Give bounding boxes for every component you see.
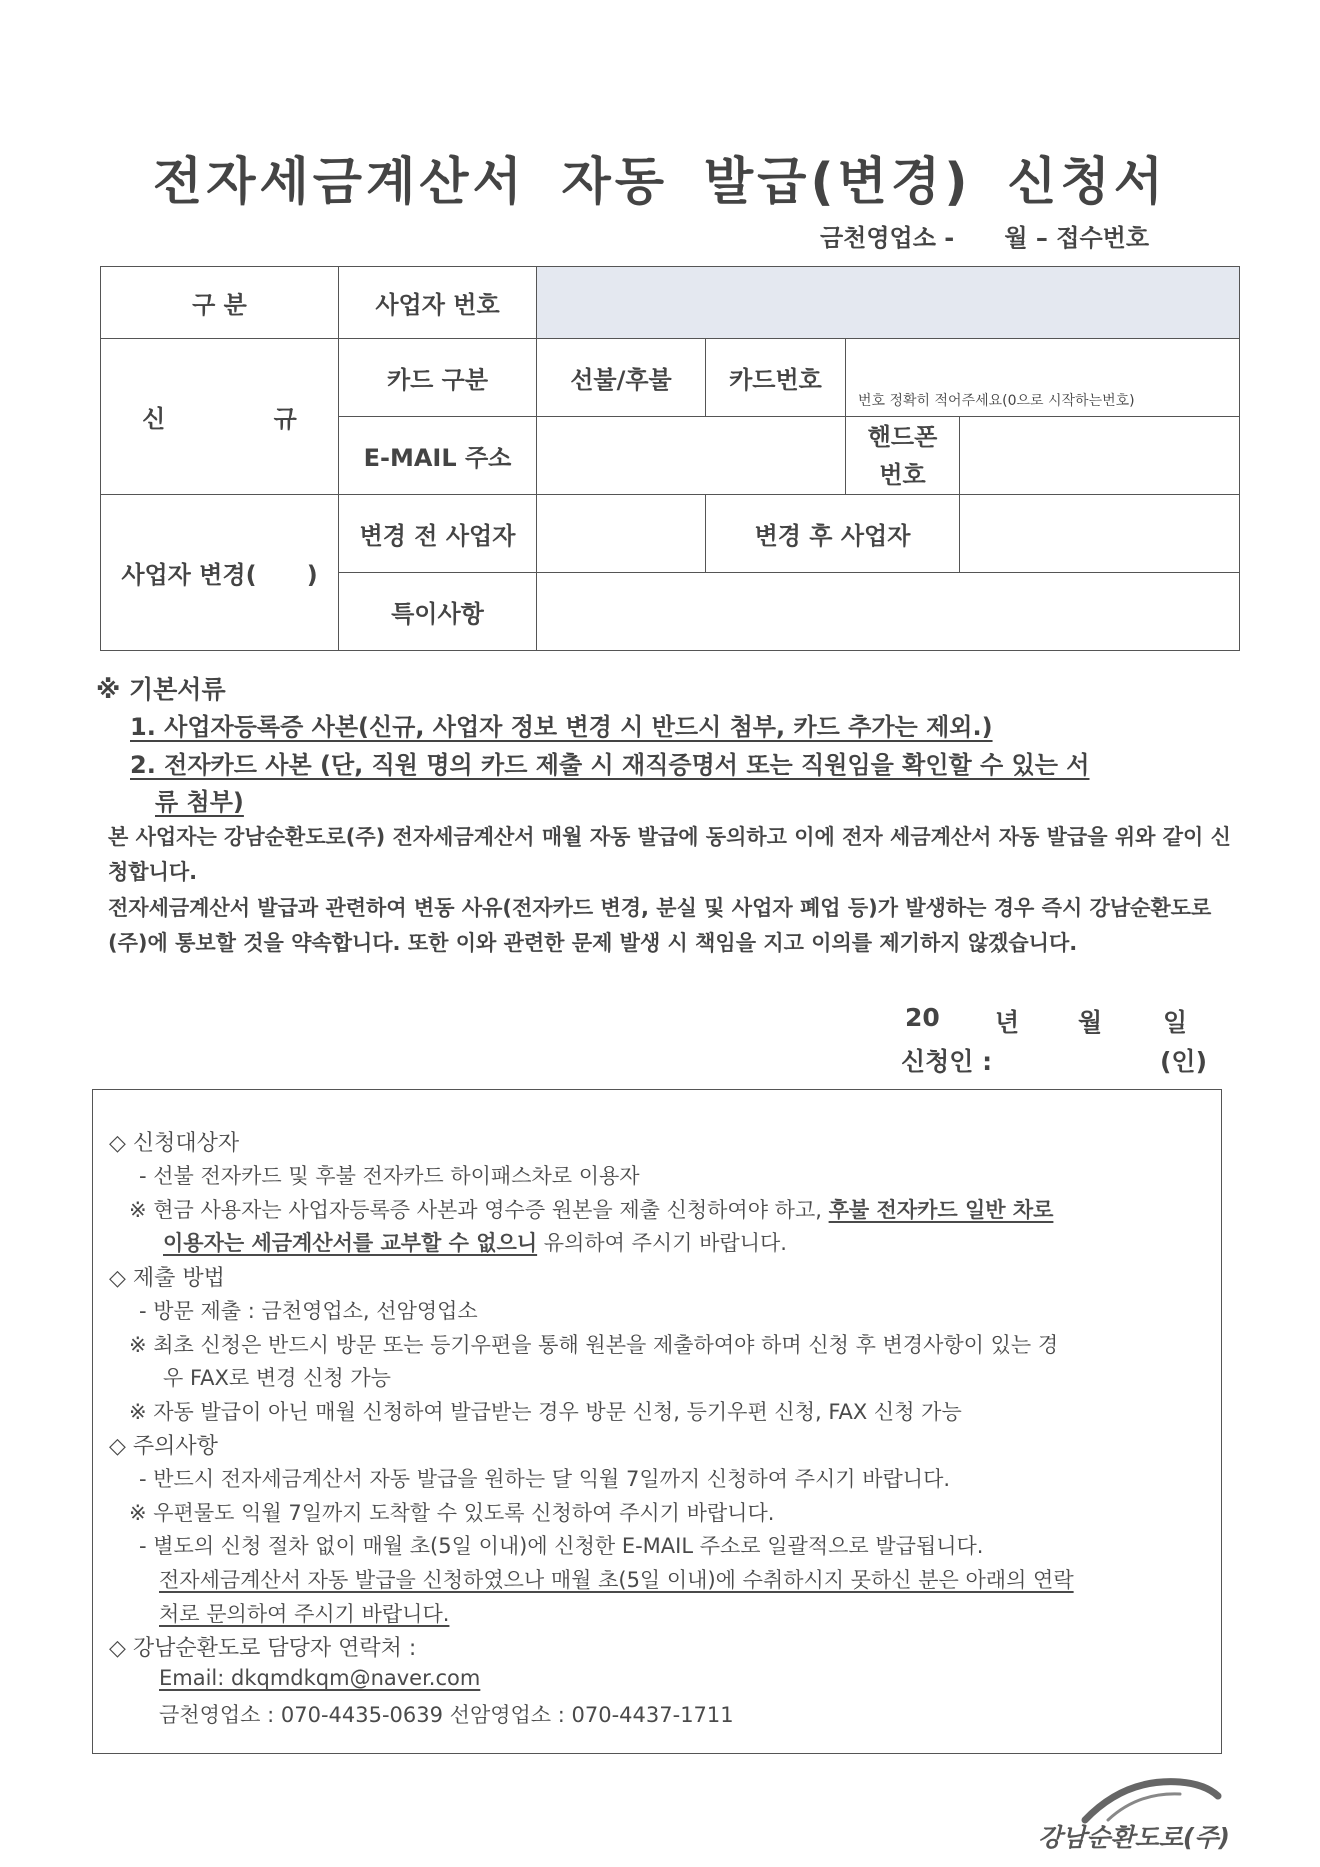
docs-item-2-cont: 류 첨부)	[155, 788, 244, 816]
notice-caution-4: 전자세금계산서 자동 발급을 신청하였으나 매월 초(5일 이내)에 수취하시지 못하신 분은 아래의 연락	[159, 1568, 1074, 1592]
logo-text: 강남순환도로(주)	[1038, 1823, 1230, 1852]
notice-caution-2: ※ 우편물도 익월 7일까지 도착할 수 있도록 신청하여 주시기 바랍니다.	[129, 1501, 775, 1525]
notice-target-2a: ※ 현금 사용자는 사업자등록증 사본과 영수증 원본을 제출 신청하여야 하고,	[129, 1198, 829, 1222]
remarks-field[interactable]	[537, 573, 1240, 651]
biz-number-field[interactable]	[537, 267, 1240, 339]
notice-box	[92, 1089, 1222, 1754]
notice-target-1: - 선불 전자카드 및 후불 전자카드 하이패스차로 이용자	[139, 1164, 640, 1188]
notice-method-1: - 방문 제출 : 금천영업소, 선암영업소	[139, 1299, 478, 1323]
notice-method-2: ※ 최초 신청은 반드시 방문 또는 등기우편을 통해 원본을 제출하여야 하며 신청 후 변경사항이 있는 경	[129, 1333, 1059, 1357]
biz-change-label-text: 사업자 변경( )	[121, 561, 318, 589]
month-label: 월	[1078, 1008, 1103, 1037]
year-prefix: 20	[905, 1003, 940, 1032]
biz-change-label	[101, 495, 339, 651]
card-number-label: 카드번호	[706, 339, 846, 417]
docs-item-1: 1. 사업자등록증 사본(신규, 사업자 정보 변경 시 반드시 첨부, 카드 추가는 제외.)	[130, 713, 993, 741]
after-change-label: 변경 후 사업자	[706, 495, 960, 573]
notice-caution-3: - 별도의 신청 절차 없이 매월 초(5일 이내)에 신청한 E-MAIL 주소로 일괄적으로 발급됩니다.	[139, 1534, 984, 1558]
notice-target-2d: 유의하여 주시기 바랍니다.	[537, 1231, 787, 1255]
notice-contact-heading: ◇ 강남순환도로 담당자 연락처 :	[109, 1636, 417, 1661]
prepaid-postpaid-option[interactable]: 선불/후불	[537, 339, 706, 417]
contact-phones: 금천영업소 : 070-4435-0639 선암영업소 : 070-4437-1711	[159, 1703, 734, 1727]
category-label: 구 분	[101, 267, 339, 339]
notice-target-2	[129, 1194, 1053, 1224]
card-type-label: 카드 구분	[339, 339, 537, 417]
new-label-text: 신 규	[142, 405, 347, 433]
docs-heading: ※ 기본서류	[96, 675, 226, 704]
application-form-table	[100, 266, 1240, 651]
notice-target-2c: 이용자는 세금계산서를 교부할 수 없으니	[163, 1231, 538, 1255]
phone-field[interactable]	[960, 417, 1240, 495]
notice-target-2-cont	[163, 1227, 787, 1257]
card-number-field[interactable]	[846, 339, 1240, 417]
contact-email-link[interactable]: Email: dkqmdkqm@naver.com	[159, 1666, 481, 1690]
notice-method-3: ※ 자동 발급이 아닌 매월 신청하여 발급받는 경우 방문 신청, 등기우편 신청, FAX 신청 가능	[129, 1400, 962, 1424]
agreement-paragraph-1: 본 사업자는 강남순환도로(주) 전자세금계산서 매월 자동 발급에 동의하고 이에 전자 세금계산서 자동 발급을 위와 같이 신청합니다.	[108, 825, 1231, 884]
applicant-label: 신청인 :	[901, 1047, 993, 1076]
notice-method-2-cont: 우 FAX로 변경 신청 가능	[163, 1366, 391, 1390]
phone-label-line1: 핸드폰	[867, 422, 938, 451]
notice-caution-4-cont: 처로 문의하여 주시기 바랍니다.	[159, 1602, 450, 1626]
card-number-hint: 번호 정확히 적어주세요(0으로 시작하는번호)	[858, 393, 1135, 409]
seal-mark: (인)	[1160, 1047, 1208, 1076]
notice-method-heading: ◇ 제출 방법	[109, 1266, 225, 1291]
day-label: 일	[1163, 1008, 1188, 1037]
before-change-field[interactable]	[537, 495, 706, 573]
agreement-paragraph-2: 전자세금계산서 발급과 관련하여 변동 사유(전자카드 변경, 분실 및 사업자 폐업 등)가 발생하는 경우 즉시 강남순환도로(주)에 통보할 것을 약속합니다. 또한 이와 관련한 문제 발생 시 책임을 지고 이의를 제기하지 않겠습니다.	[108, 896, 1212, 955]
receipt-number: 금천영업소 - 월 – 접수번호	[820, 224, 1149, 252]
before-change-label: 변경 전 사업자	[339, 495, 537, 573]
after-change-field[interactable]	[960, 495, 1240, 573]
notice-caution-heading: ◇ 주의사항	[109, 1434, 218, 1459]
year-label: 년	[995, 1008, 1020, 1037]
docs-item-2: 2. 전자카드 사본 (단, 직원 명의 카드 제출 시 재직증명서 또는 직원임을 확인할 수 있는 서	[130, 751, 1090, 779]
biz-number-label: 사업자 번호	[339, 267, 537, 339]
notice-target-heading: ◇ 신청대상자	[109, 1131, 240, 1156]
email-field[interactable]	[537, 417, 846, 495]
email-label: E-MAIL 주소	[339, 417, 537, 495]
notice-caution-1: - 반드시 전자세금계산서 자동 발급을 원하는 달 익월 7일까지 신청하여 주시기 바랍니다.	[139, 1467, 951, 1491]
notice-target-2b: 후불 전자카드 일반 차로	[828, 1198, 1054, 1222]
new-label	[101, 339, 347, 495]
phone-label	[846, 417, 960, 495]
phone-label-line2: 번호	[879, 460, 926, 489]
page-title: 전자세금계산서 자동 발급(변경) 신청서	[152, 153, 1168, 212]
company-logo	[1030, 1770, 1230, 1850]
remarks-label: 특이사항	[339, 573, 537, 651]
